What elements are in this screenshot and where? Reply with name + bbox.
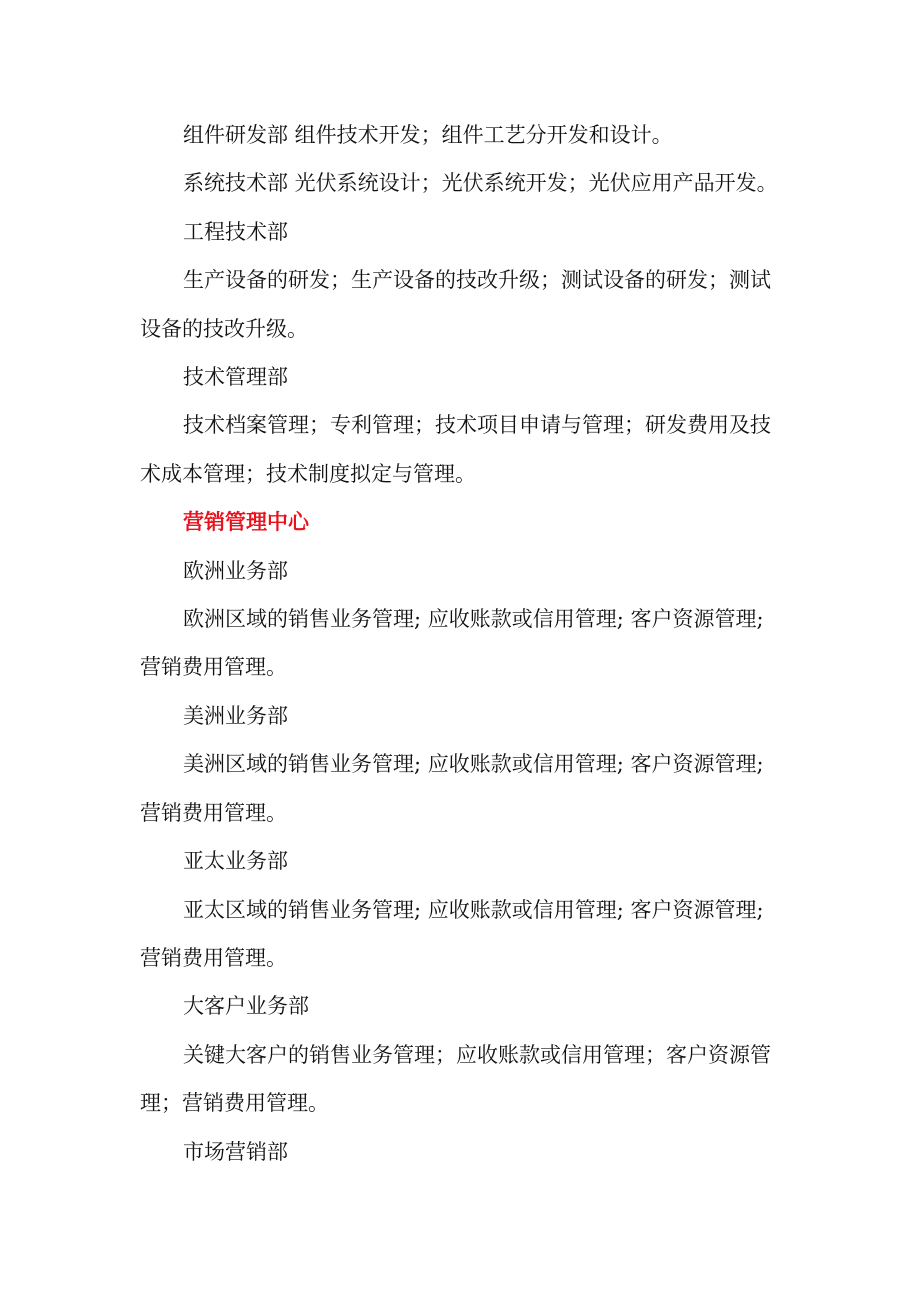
paragraph-dakehu-desc: 关键大客户的销售业务管理；应收账款或信用管理；客户资源管理；营销费用管理。 — [140, 1042, 771, 1116]
paragraph-yatai-title: 亚太业务部 — [183, 849, 288, 874]
paragraph-meizhou-desc: 美洲区域的销售业务管理; 应收账款或信用管理; 客户资源管理; 营销费用管理。 — [140, 752, 764, 825]
paragraph-zujian-dept: 组件研发部 组件技术开发；组件工艺分开发和设计。 — [183, 123, 673, 147]
paragraph-ouzhou-desc: 欧洲区域的销售业务管理; 应收账款或信用管理; 客户资源管理; 营销费用管理。 — [140, 607, 764, 680]
document-body — [140, 111, 790, 1176]
paragraph-shichang-title: 市场营销部 — [183, 1139, 288, 1164]
paragraph-xitong-dept: 系统技术部 光伏系统设计；光伏系统开发；光伏应用产品开发。 — [183, 171, 778, 196]
paragraph-jishu-guanli-title: 技术管理部 — [183, 365, 288, 390]
paragraph-yatai-desc: 亚太区域的销售业务管理; 应收账款或信用管理; 客户资源管理; 营销费用管理。 — [140, 897, 764, 970]
paragraph-jishu-guanli-desc: 技术档案管理；专利管理；技术项目申请与管理；研发费用及技术成本管理；技术制度拟定与管理。 — [140, 413, 771, 486]
paragraph-dakehu-title: 大客户业务部 — [183, 994, 309, 1019]
paragraph-gongcheng-title: 工程技术部 — [183, 219, 288, 244]
paragraph-meizhou-title: 美洲业务部 — [183, 703, 288, 728]
paragraph-gongcheng-desc: 生产设备的研发；生产设备的技改升级；测试设备的研发；测试设备的技改升级。 — [140, 268, 771, 341]
paragraph-ouzhou-title: 欧洲业务部 — [183, 558, 288, 583]
section-heading-yingxiao: 营销管理中心 — [183, 509, 309, 535]
